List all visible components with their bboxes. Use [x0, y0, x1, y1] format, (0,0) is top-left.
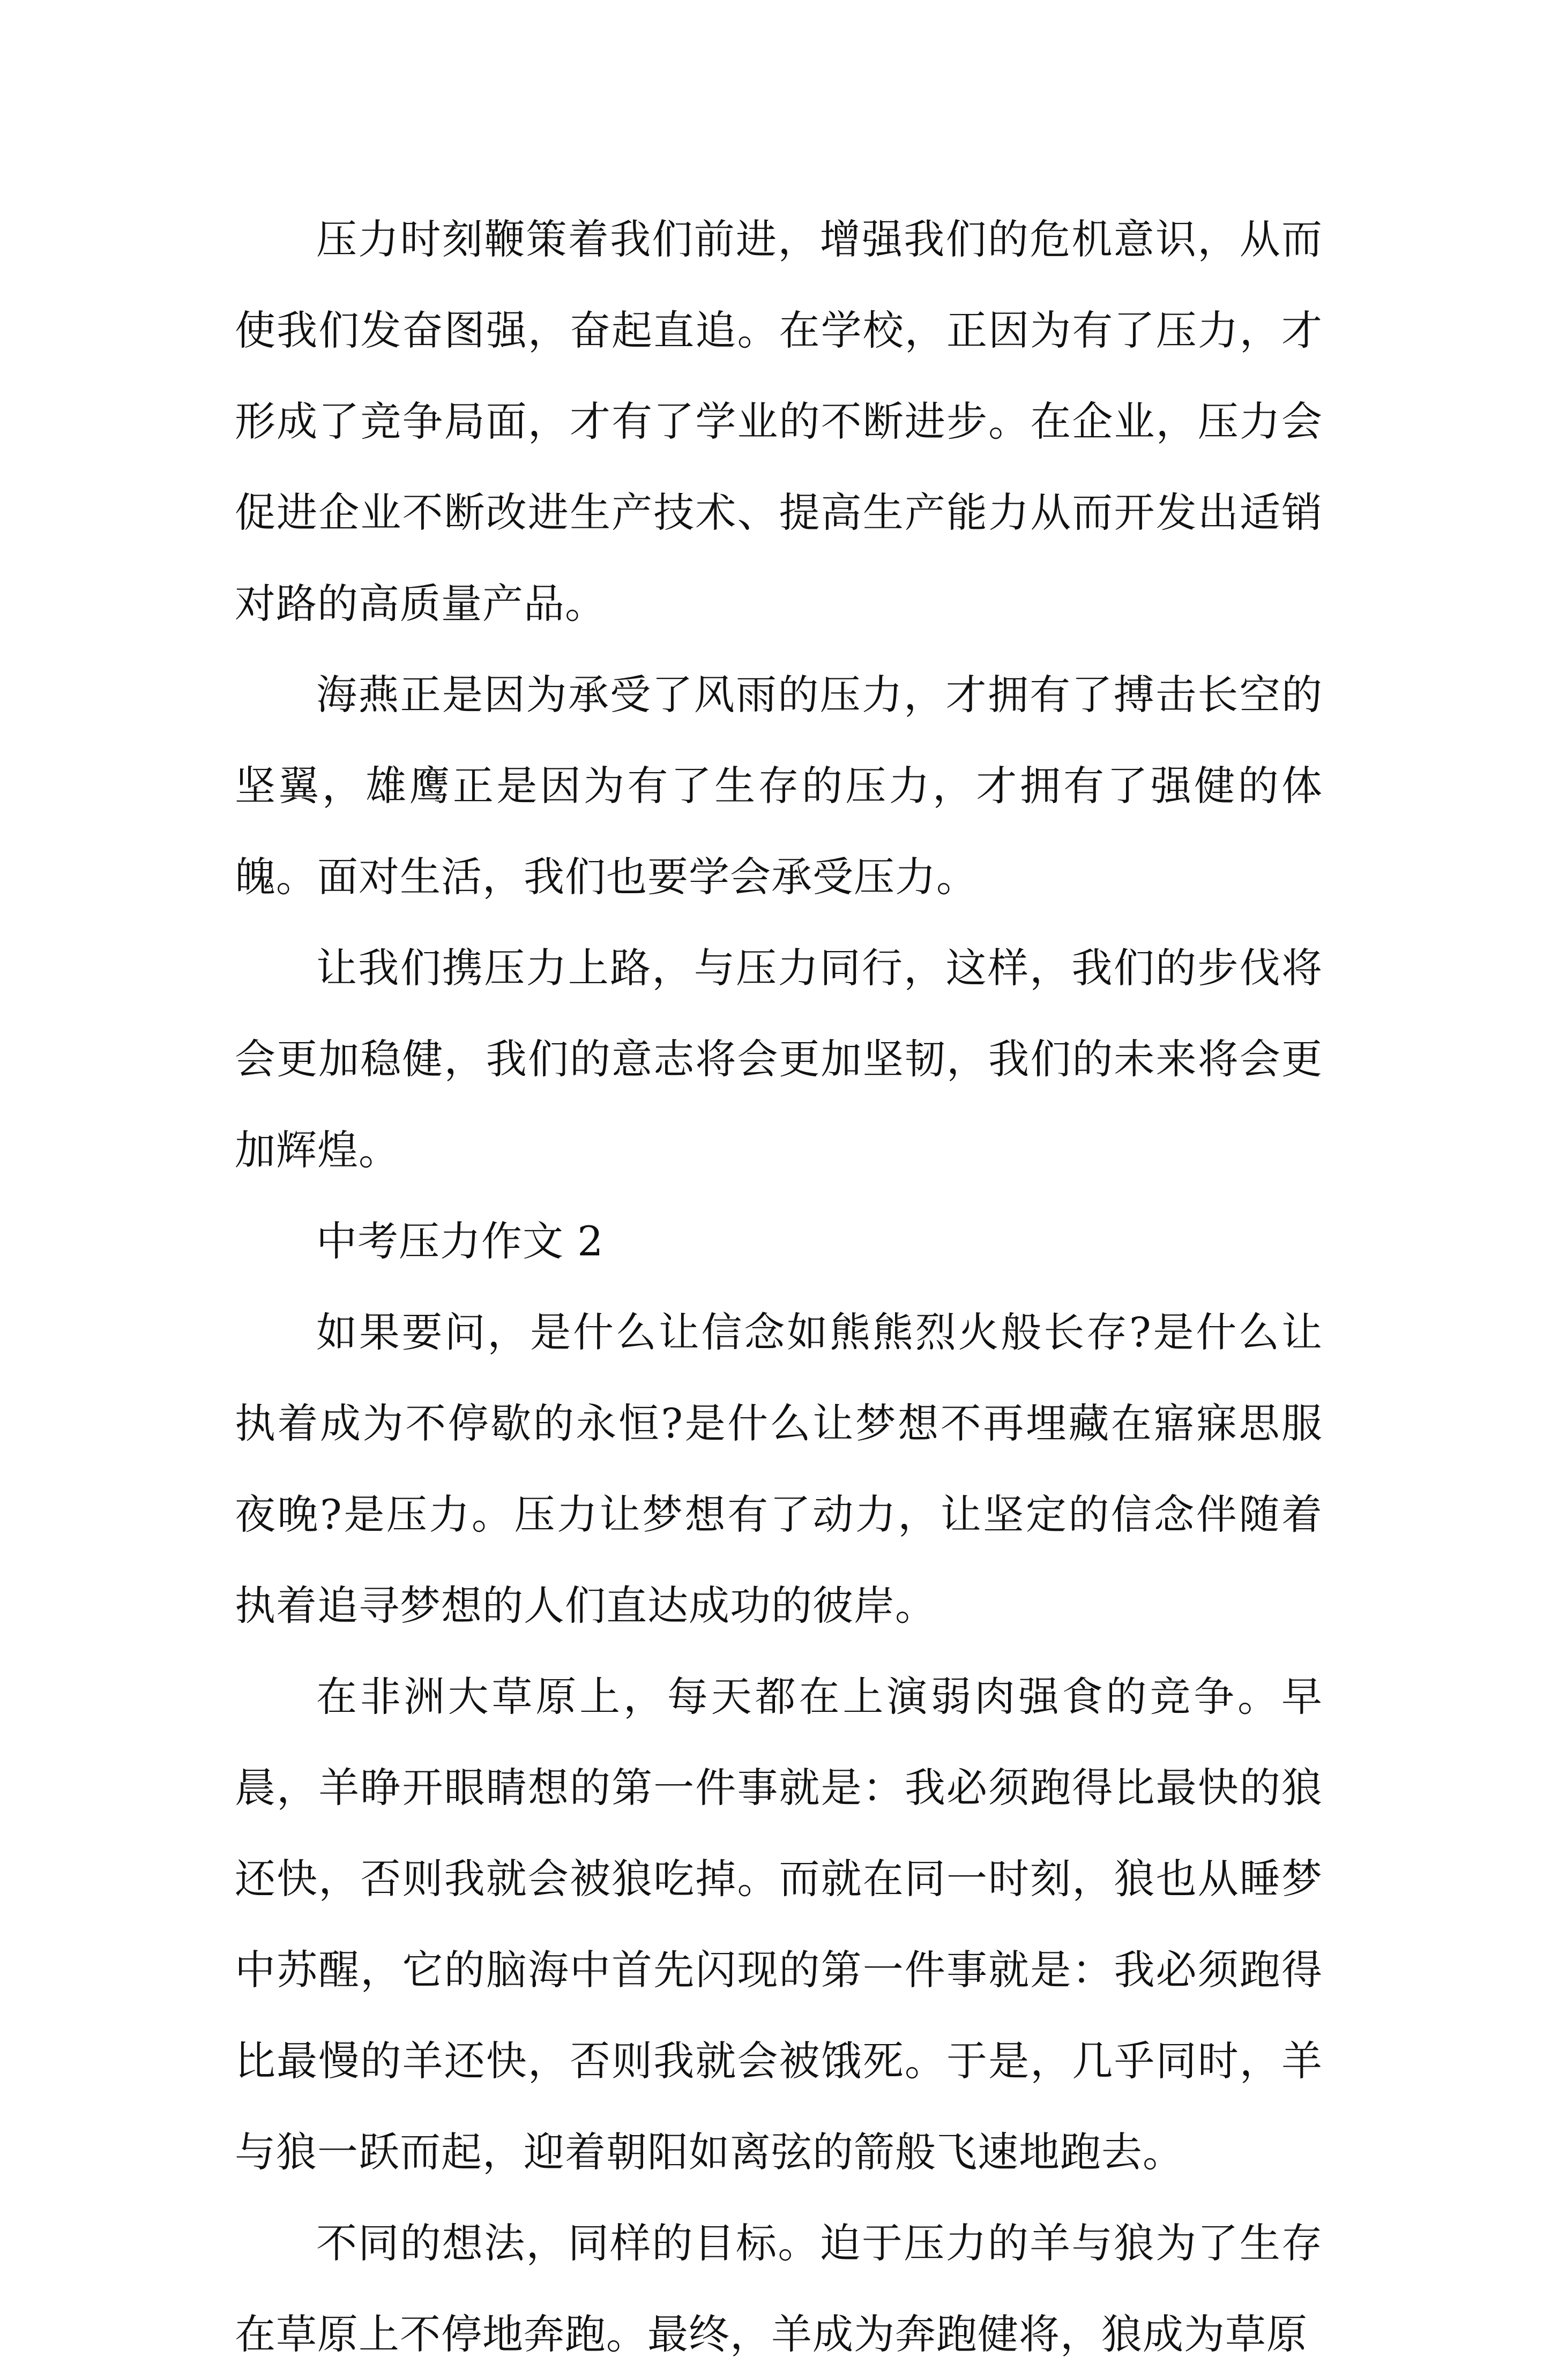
- section-paragraph-3: 不同的想法，同样的目标。迫于压力的羊与狼为了生存在草原上不停地奔跑。最终，羊成为奔跑健将，狼成为草原: [235, 2219, 1323, 2358]
- paragraph-1: 压力时刻鞭策着我们前进，增强我们的危机意识，从而使我们发奋图强，奋起直追。在学校，正因为有了压力，才形成了竞争局面，才有了学业的不断进步。在企业，压力会促进企业不断改进生产技术、提高生产能力从而开发出适销对路的高质量产品。: [235, 215, 1323, 627]
- paragraph-3: 让我们携压力上路，与压力同行，这样，我们的步伐将会更加稳健，我们的意志将会更加坚韧，我们的未来将会更加辉煌。: [235, 944, 1323, 1174]
- section-paragraph-2: 在非洲大草原上，每天都在上演弱肉强食的竞争。早晨，羊睁开眼睛想的第一件事就是：我必须跑得比最快的狼还快，否则我就会被狼吃掉。而就在同一时刻，狼也从睡梦中苏醒，它的脑海中首先闪现的第一件事就是：我必须跑得比最慢的羊还快，否则我就会被饿死。于是，几乎同时，羊与狼一跃而起，迎着朝阳如离弦的箭般飞速地跑去。: [235, 1673, 1323, 2176]
- document-body: [235, 194, 1323, 2380]
- paragraph-2: 海燕正是因为承受了风雨的压力，才拥有了搏击长空的坚翼，雄鹰正是因为有了生存的压力，才拥有了强健的体魄。面对生活，我们也要学会承受压力。: [235, 671, 1323, 901]
- section-title: 中考压力作文 2: [316, 1217, 604, 1265]
- section-paragraph-1: 如果要问，是什么让信念如熊熊烈火般长存?是什么让执着成为不停歇的永恒?是什么让梦想不再埋藏在寤寐思服夜晚?是压力。压力让梦想有了动力，让坚定的信念伴随着执着追寻梦想的人们直达成功的彼岸。: [235, 1308, 1323, 1629]
